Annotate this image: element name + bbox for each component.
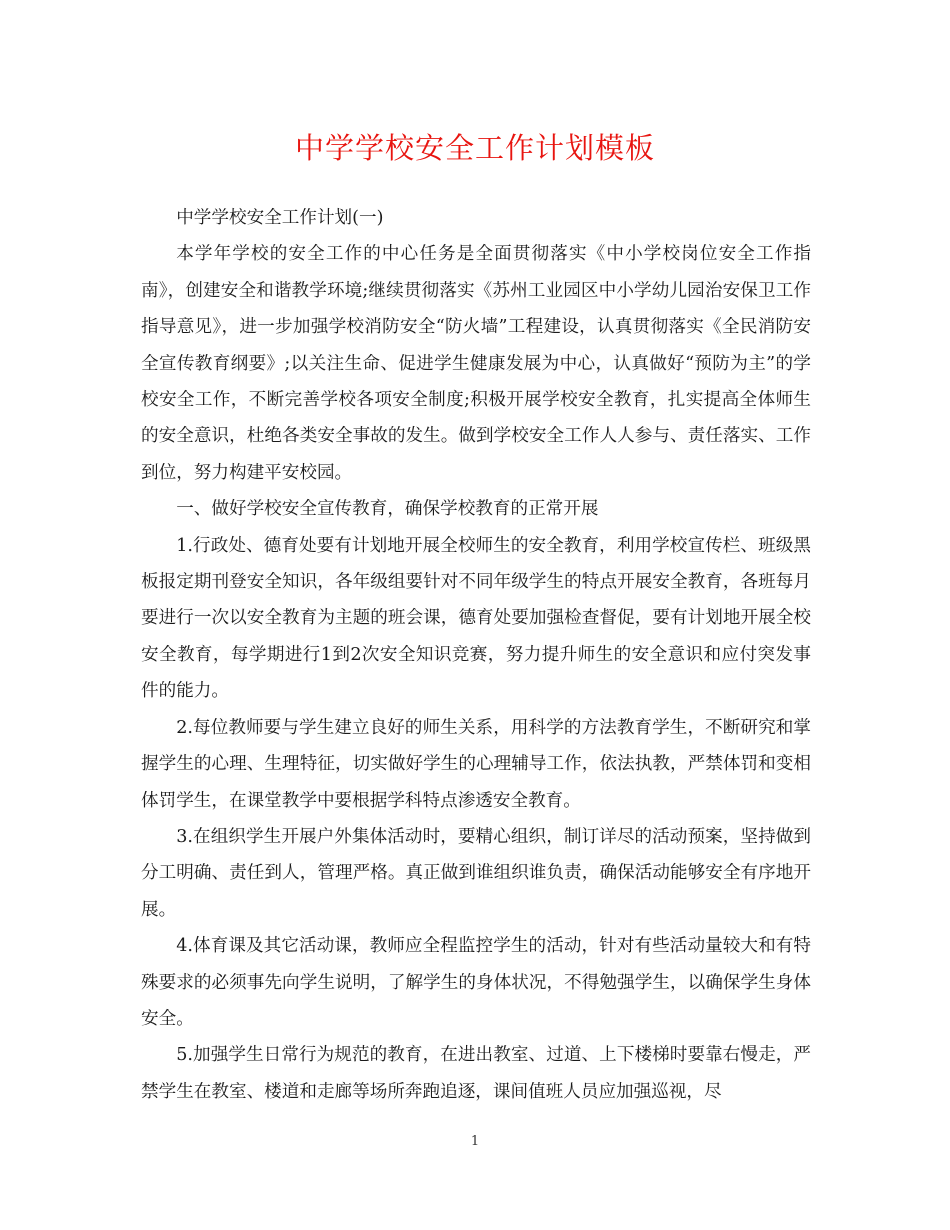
list-item-1: 1.行政处、德育处要有计划地开展全校师生的安全教育，利用学校宣传栏、班级黑板报定期刊登安全知识，各年级组要针对不同年级学生的特点开展安全教育，各班每月要进行一次以安全教育为主题的班会课，德育处要加强检查督促，要有计划地开展全校安全教育，每学期进行1到2次安全知识竞赛，努力提升师生的安全意识和应付突发事件的能力。 — [141, 535, 811, 702]
document-body — [141, 200, 811, 1110]
document-title: 中学学校安全工作计划模板 — [294, 131, 655, 165]
page-number: 1 — [470, 1134, 480, 1149]
list-item-4: 4.体育课及其它活动课，教师应全程监控学生的活动，针对有些活动量较大和有特殊要求的必须事先向学生说明，了解学生的身体状况，不得勉强学生，以确保学生身体安全。 — [141, 936, 811, 1029]
intro-paragraph: 本学年学校的安全工作的中心任务是全面贯彻落实《中小学校岗位安全工作指南》，创建安全和谐教学环境;继续贯彻落实《苏州工业园区中小学幼儿园治安保卫工作指导意见》，进一步加强学校消防安全“防火墙”工程建设，认真贯彻落实《全民消防安全宣传教育纲要》;以关注生命、促进学生健康发展为中心，认真做好“预防为主”的学校安全工作，不断完善学校各项安全制度;积极开展学校安全教育，扎实提高全体师生的安全意识，杜绝各类安全事故的发生。做到学校安全工作人人参与、责任落实、工作到位，努力构建平安校园。 — [141, 244, 811, 483]
section-heading-safety-education: 一、做好学校安全宣传教育，确保学校教育的正常开展 — [176, 499, 599, 520]
list-item-5: 5.加强学生日常行为规范的教育，在进出教室、过道、上下楼梯时要靠右慢走，严禁学生在教室、楼道和走廊等场所奔跑追逐，课间值班人员应加强巡视，尽 — [141, 1045, 811, 1102]
section-heading-plan-one: 中学学校安全工作计划(一) — [176, 208, 384, 228]
list-item-2: 2.每位教师要与学生建立良好的师生关系，用科学的方法教育学生，不断研究和掌握学生的心理、生理特征，切实做好学生的心理辅导工作，依法执教，严禁体罚和变相体罚学生，在课堂教学中要根据学科特点渗透安全教育。 — [141, 717, 811, 811]
list-item-3: 3.在组织学生开展户外集体活动时，要精心组织，制订详尽的活动预案，坚持做到分工明确、责任到人，管理严格。真正做到谁组织谁负责，确保活动能够安全有序地开展。 — [141, 826, 811, 920]
